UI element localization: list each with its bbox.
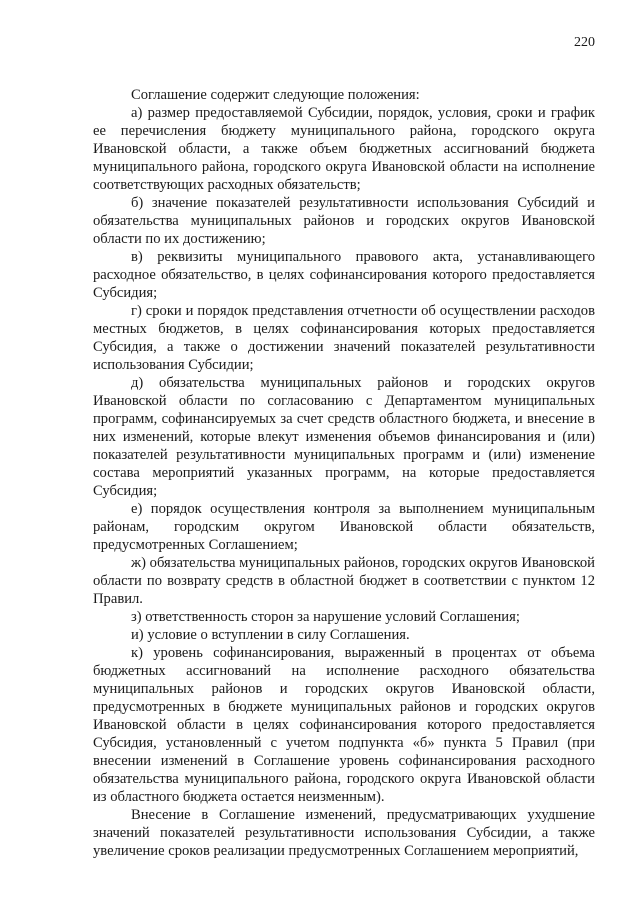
paragraph-item-b: б) значение показателей результативности использования Субсидий и обязательства муниципальных районов и городских округов Ивановской области по их достижению; xyxy=(93,195,595,247)
paragraph-item-a: а) размер предоставляемой Субсидии, порядок, условия, сроки и график ее перечисления бюджету муниципального района, городского округа Ивановской области, а также объем бюджетных ассигнований бюджета муниципального района, городского округа Ивановской области на исполнение соответствующих расходных обязательств; xyxy=(93,105,595,193)
page-number: 220 xyxy=(574,35,595,50)
paragraph-item-d: д) обязательства муниципальных районов и городских округов Ивановской области по согласованию с Департаментом муниципальных программ, софинансируемых за счет средств областного бюджета, и внесение в них изменений, которые влекут изменения объемов финансирования и (или) показателей результативности муниципальных программ и (или) изменение состава мероприятий указанных программ, на которые предоставляется Субсидия; xyxy=(93,375,595,499)
paragraph-item-g: г) сроки и порядок представления отчетности об осуществлении расходов местных бюджетов, в целях софинансирования которых предоставляется Субсидия, а также о достижении значений показателей результативности использования Субсидии; xyxy=(93,303,595,373)
paragraph-item-v: в) реквизиты муниципального правового акта, устанавливающего расходное обязательство, в целях софинансирования которого предоставляется Субсидия; xyxy=(93,249,595,301)
paragraph-amendments: Внесение в Соглашение изменений, предусматривающих ухудшение значений показателей результативности использования Субсидии, а также увеличение сроков реализации предусмотренных Соглашением мероприятий, xyxy=(93,807,595,859)
paragraph-item-k: к) уровень софинансирования, выраженный в процентах от объема бюджетных ассигнований на исполнение расходного обязательства муниципальных районов и городских округов Ивановской области, предусмотренных в бюджете муниципальных районов и городских округов Ивановской области в целях софинансирования которого предоставляется Субсидия, установленный с учетом подпункта «б» пункта 5 Правил (при внесении изменений в Соглашение уровень софинансирования расходного обязательства муниципального района, городского округа Ивановской области из областного бюджета остается неизменным). xyxy=(93,645,595,805)
paragraph-item-zh: ж) обязательства муниципальных районов, городских округов Ивановской области по возврату средств в областной бюджет в соответствии с пунктом 12 Правил. xyxy=(93,555,595,607)
paragraph-item-i: и) условие о вступлении в силу Соглашения. xyxy=(131,627,410,643)
paragraph-item-z: з) ответственность сторон за нарушение условий Соглашения; xyxy=(131,609,520,625)
paragraph-intro: Соглашение содержит следующие положения: xyxy=(131,87,420,103)
document-body xyxy=(93,86,595,860)
paragraph-item-e: е) порядок осуществления контроля за выполнением муниципальным районам, городским округом Ивановской области обязательств, предусмотренных Соглашением; xyxy=(93,501,595,553)
